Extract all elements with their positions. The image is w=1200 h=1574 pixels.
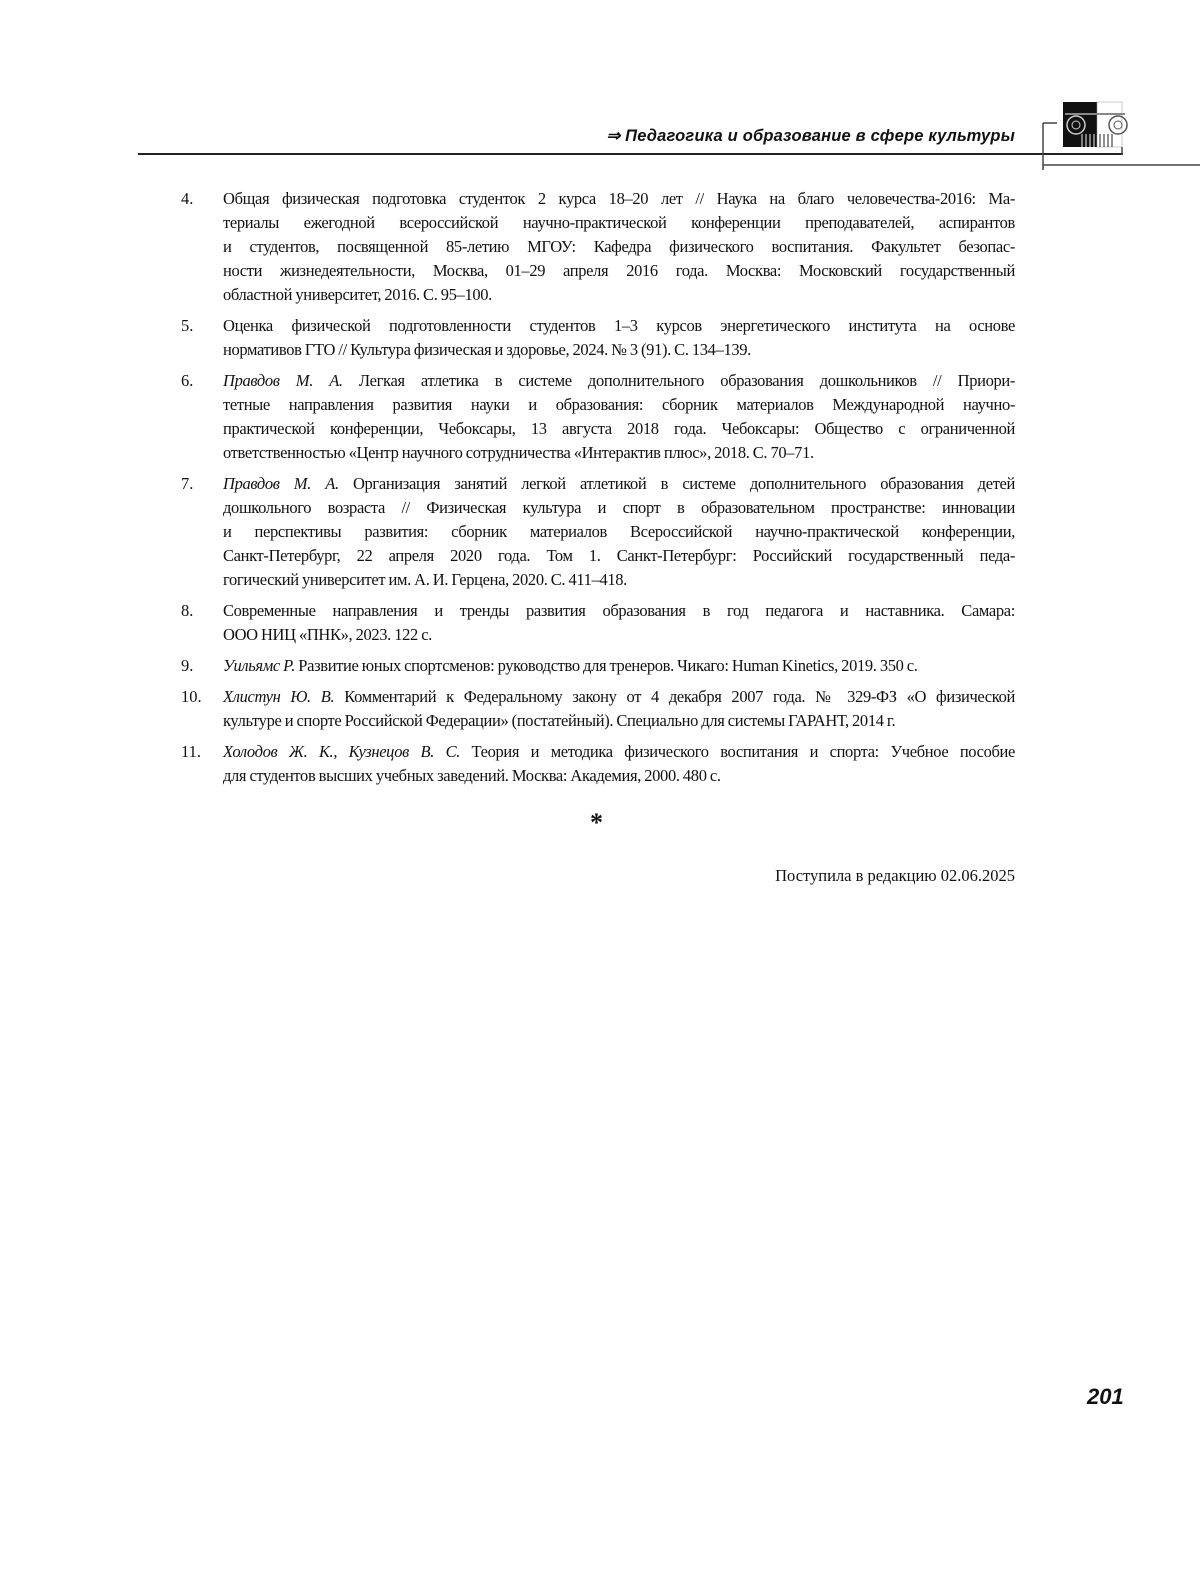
reference-line: и студентов, посвященной 85-летию МГОУ: Кафедра физического воспитания. Факультет безопас-: [223, 237, 1015, 256]
reference-author: Хлистун Ю. В.: [223, 687, 335, 706]
reference-line: практической конференции, Чебоксары, 13 августа 2018 года. Чебоксары: Общество с ограниченной: [223, 419, 1015, 438]
reference-line: Оценка физической подготовленности студентов 1–3 курсов энергетического института на основе: [223, 316, 1015, 335]
reference-line: гогический университет им. А. И. Герцена, 2020. С. 411–418.: [223, 570, 627, 589]
reference-item: [181, 685, 1015, 733]
reference-line: [223, 472, 1015, 496]
reference-text: Легкая атлетика в системе дополнительного образования дошкольников // Приори-: [342, 371, 1015, 390]
reference-line: нормативов ГТО // Культура физическая и здоровье, 2024. № 3 (91). С. 134–139.: [223, 340, 751, 359]
reference-number: 6.: [181, 371, 194, 390]
reference-text: Теория и методика физического воспитания и спорта: Учебное пособие: [460, 742, 1015, 761]
reference-author: Правдов М. А.: [223, 371, 343, 390]
reference-item: [181, 654, 1015, 678]
received-date: Поступила в редакцию 02.06.2025: [775, 866, 1015, 885]
reference-text: Организация занятий легкой атлетикой в системе дополнительного образования детей: [338, 474, 1016, 493]
reference-line: областной университет, 2016. С. 95–100.: [223, 285, 492, 304]
reference-line: [223, 654, 1015, 678]
reference-item: [181, 187, 1015, 307]
reference-line: Современные направления и тренды развития образования в год педагога и наставника. Самара:: [223, 601, 1015, 620]
reference-item: [181, 472, 1015, 592]
reference-line: териалы ежегодной всероссийской научно-практической конференции преподавателей, аспирантов: [223, 213, 1015, 232]
reference-number: 7.: [181, 474, 194, 493]
running-header: [606, 126, 1015, 146]
reference-line: для студентов высших учебных заведений. Москва: Академия, 2000. 480 с.: [223, 766, 721, 785]
reference-item: [181, 740, 1015, 788]
reference-author: Уильямс Р.: [223, 656, 296, 675]
reference-number: 5.: [181, 316, 194, 335]
reference-line: [223, 740, 1015, 764]
reference-line: ООО НИЦ «ПНК», 2023. 122 с.: [223, 625, 432, 644]
reference-line: ответственностью «Центр научного сотрудничества «Интерактив плюс», 2018. С. 70–71.: [223, 443, 814, 462]
running-header-title: Педагогика и образование в сфере культуры: [625, 127, 1015, 145]
reference-item: [181, 369, 1015, 465]
header-rule: [138, 153, 1123, 155]
reference-text: Развитие юных спортсменов: руководство для тренеров. Чикаго: Human Kinetics, 2019. 350 с.: [295, 656, 918, 675]
reference-line: [223, 685, 1015, 709]
reference-list: [181, 187, 1015, 795]
reference-line: и перспективы развития: сборник материалов Всероссийской научно-практической конференции,: [223, 522, 1015, 541]
column-capital-logo-icon: [1040, 100, 1200, 170]
reference-item: [181, 314, 1015, 362]
reference-number: 10.: [181, 687, 202, 706]
reference-text: Комментарий к Федеральному закону от 4 декабря 2007 года. № 329-ФЗ «О физической: [334, 687, 1015, 706]
page-number: 201: [1087, 1384, 1124, 1409]
section-separator: *: [590, 808, 603, 837]
reference-line: Общая физическая подготовка студенток 2 курса 18–20 лет // Наука на благо человечества-2016: Ма-: [223, 189, 1015, 208]
reference-item: [181, 599, 1015, 647]
reference-line: дошкольного возраста // Физическая культура и спорт в образовательном пространстве: инновации: [223, 498, 1015, 517]
reference-number: 4.: [181, 189, 194, 208]
reference-line: [223, 369, 1015, 393]
reference-author: Правдов М. А.: [223, 474, 339, 493]
reference-number: 9.: [181, 656, 194, 675]
reference-number: 11.: [181, 742, 202, 761]
arrow-icon: ⇒: [606, 127, 621, 145]
reference-line: тетные направления развития науки и образования: сборник материалов Международной научно-: [223, 395, 1015, 414]
reference-number: 8.: [181, 601, 194, 620]
reference-author: Холодов Ж. К., Кузнецов В. С.: [223, 742, 461, 761]
reference-line: ности жизнедеятельности, Москва, 01–29 апреля 2016 года. Москва: Московский государственный: [223, 261, 1015, 280]
reference-line: Санкт-Петербург, 22 апреля 2020 года. Том 1. Санкт-Петербург: Российский государственный педа-: [223, 546, 1015, 565]
reference-line: культуре и спорте Российской Федерации» (постатейный). Специально для системы ГАРАНТ, 2014 г.: [223, 711, 896, 730]
